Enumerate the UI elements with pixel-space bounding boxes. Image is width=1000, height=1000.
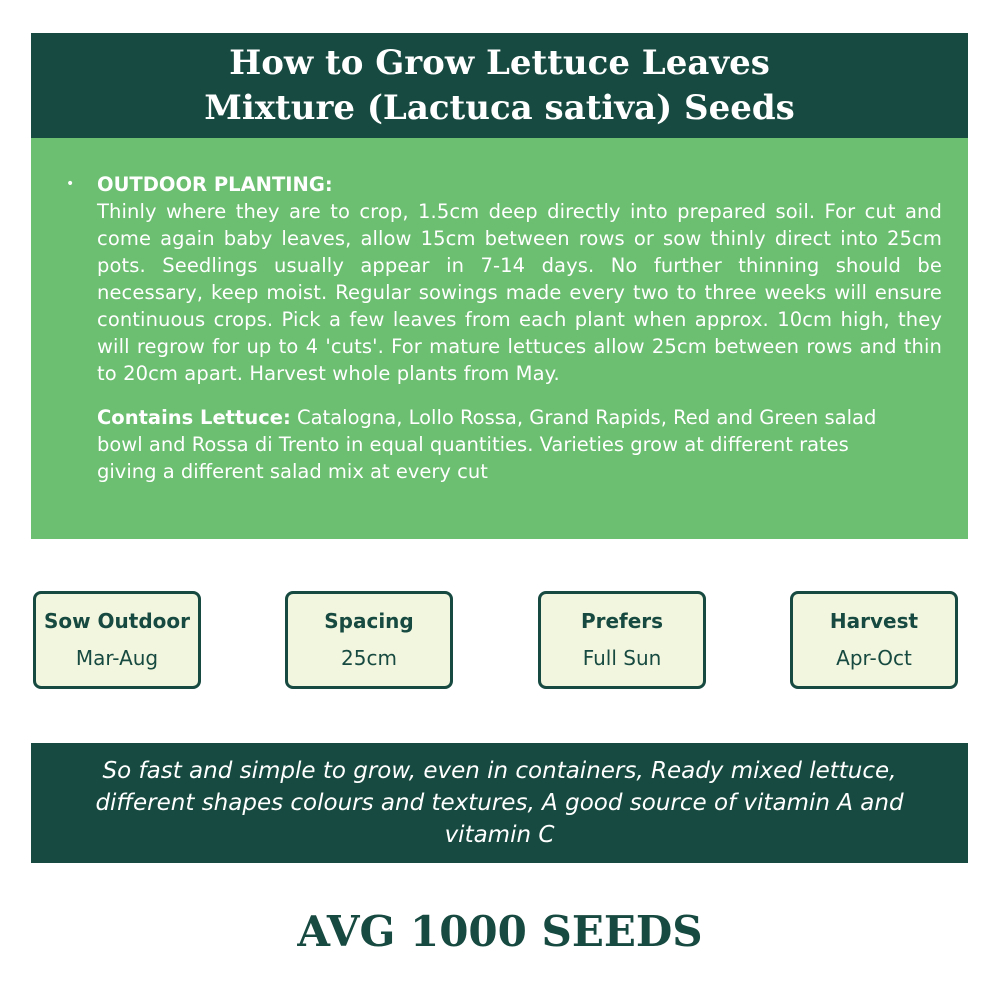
stat-spacing bbox=[285, 591, 453, 689]
contains-label: Contains Lettuce: bbox=[97, 406, 291, 429]
stat-value: Full Sun bbox=[582, 646, 662, 670]
contains-lettuce bbox=[97, 404, 942, 485]
planting-bullet bbox=[66, 171, 942, 387]
stat-value: 25cm bbox=[341, 646, 397, 670]
stat-harvest bbox=[790, 591, 958, 689]
tagline-banner bbox=[31, 743, 968, 863]
stat-label: Harvest bbox=[829, 609, 919, 633]
planting-instructions bbox=[97, 171, 942, 387]
contains-text: Catalogna, Lollo Rossa, Grand Rapids, Red and Green salad bowl and Rossa di Trento in equal quantities. Varieties grow at different rates giving a different salad mix at every cut bbox=[97, 406, 877, 483]
tagline-text: So fast and simple to grow, even in containers, Ready mixed lettuce, different shapes colours and textures, A good source of vitamin A and vitamin C bbox=[95, 758, 904, 848]
title-line-2: Mixture (Lactuca sativa) Seeds bbox=[204, 87, 795, 128]
seed-count: AVG 1000 SEEDS bbox=[297, 907, 703, 956]
bullet-icon: • bbox=[66, 176, 75, 192]
stat-label: Prefers bbox=[580, 609, 664, 633]
stat-value: Apr-Oct bbox=[836, 646, 912, 670]
planting-info-panel bbox=[31, 138, 968, 539]
stat-label: Spacing bbox=[324, 609, 414, 633]
stat-prefers bbox=[538, 591, 706, 689]
planting-heading: OUTDOOR PLANTING: bbox=[97, 173, 333, 196]
title-banner bbox=[31, 33, 968, 138]
title-line-1: How to Grow Lettuce Leaves bbox=[229, 42, 770, 83]
planting-text: Thinly where they are to crop, 1.5cm deep directly into prepared soil. For cut and come again baby leaves, allow 15cm between rows or sow thinly direct into 25cm pots. Seedlings usually appear in 7-14 days. No further thinning should be necessary, keep moist. Regular sowings made every two to three weeks will ensure continuous crops. Pick a few leaves from each plant when approx. 10cm high, they will regrow for up to 4 'cuts'. For mature lettuces allow 25cm between rows and thin to 20cm apart. Harvest whole plants from May. bbox=[97, 200, 942, 385]
stat-value: Mar-Aug bbox=[75, 646, 159, 670]
stat-sow-outdoor bbox=[33, 591, 201, 689]
stat-label: Sow Outdoor bbox=[43, 609, 191, 633]
